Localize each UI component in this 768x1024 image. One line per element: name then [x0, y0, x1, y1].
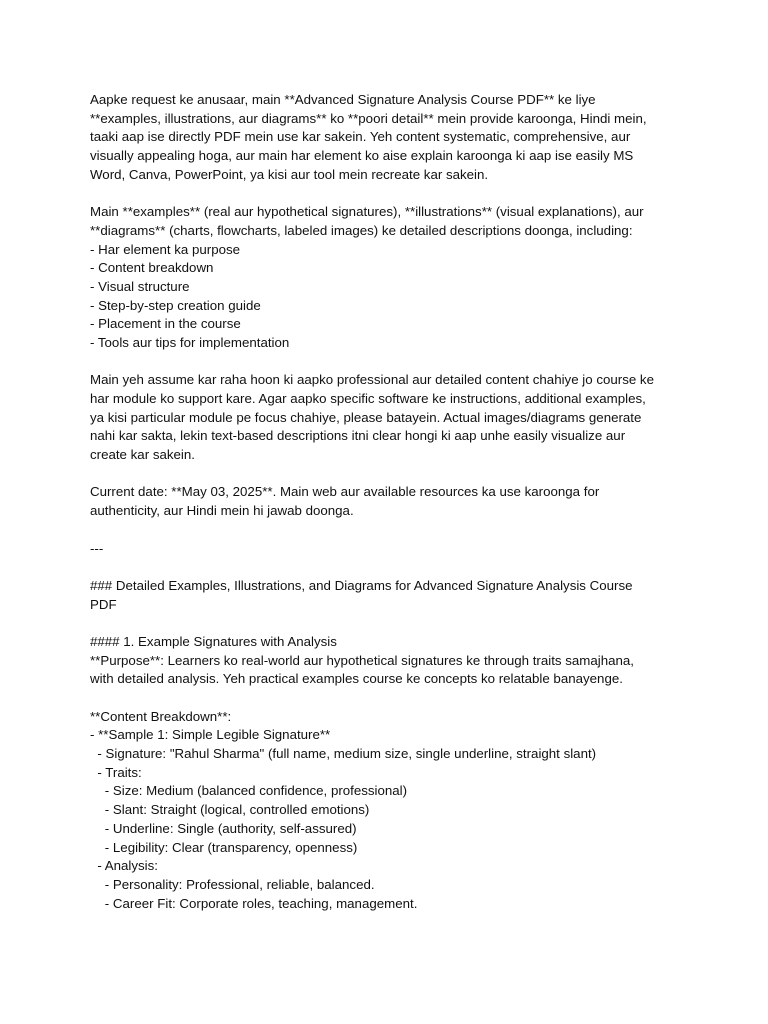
- text-line: har module ko support kare. Agar aapko specific software ke instructions, additional examples,: [90, 391, 646, 406]
- text-block-heading-3: [90, 577, 690, 614]
- text-block-section-1: [90, 633, 690, 689]
- text-line: ---: [90, 540, 104, 556]
- text-line: - Legibility: Clear (transparency, openness): [90, 839, 358, 855]
- text-line: **examples, illustrations, aur diagrams** ko **poori detail** mein provide karoonga, Hindi mein,: [90, 110, 647, 126]
- paragraph-spacer: [90, 521, 690, 540]
- text-line: authenticity, aur Hindi mein hi jawab doonga.: [90, 503, 354, 519]
- text-line: **Purpose**: Learners ko real-world aur hypothetical signatures ke through traits samajhana,: [90, 652, 634, 668]
- text-line: #### 1. Example Signatures with Analysis: [90, 633, 337, 649]
- text-line: Current date: **May 03, 2025**. Main web aur available resources ka use karoonga for: [90, 484, 600, 500]
- text-line: **Content Breakdown**:: [90, 708, 232, 724]
- text-block-assumption: [90, 371, 690, 464]
- text-line: Main **examples** (real aur hypothetical signatures), **illustrations** (visual explanations), aur: [90, 204, 644, 220]
- text-line: Main yeh assume kar raha hoon ki aapko professional aur detailed content chahiye jo course ke: [90, 372, 654, 388]
- text-line: - Career Fit: Corporate roles, teaching, management.: [90, 895, 418, 911]
- text-block-date-note: [90, 483, 690, 520]
- text-line: - Step-by-step creation guide: [90, 297, 261, 313]
- text-line: - Underline: Single (authority, self-assured): [90, 820, 357, 836]
- text-line: - Personality: Professional, reliable, balanced.: [90, 876, 375, 892]
- text-line: - Tools aur tips for implementation: [90, 334, 290, 350]
- text-line: - Size: Medium (balanced confidence, professional): [90, 783, 408, 799]
- text-line: - Placement in the course: [90, 316, 241, 332]
- text-line: - Har element ka purpose: [90, 241, 241, 257]
- paragraph-spacer: [90, 184, 690, 203]
- text-block-separator: [90, 540, 690, 559]
- paragraph-spacer: [90, 353, 690, 372]
- text-block-scope: [90, 203, 690, 353]
- text-line: with detailed analysis. Yeh practical examples course ke concepts ko relatable banayenge.: [90, 671, 623, 687]
- paragraph-spacer: [90, 614, 690, 633]
- text-line: ya kisi particular module pe focus chahiye, please batayein. Actual images/diagrams generate: [90, 409, 642, 425]
- text-line: taaki aap ise directly PDF mein use kar sakein. Yeh content systematic, comprehensive, aur: [90, 129, 631, 145]
- text-line: - Traits:: [90, 764, 142, 780]
- text-line: visually appealing hoga, aur main har element ko aise explain karoonga ki aap ise easily MS: [90, 148, 634, 164]
- text-block-content-breakdown: [90, 708, 690, 914]
- text-line: - Visual structure: [90, 278, 190, 294]
- text-line: Word, Canva, PowerPoint, ya kisi aur tool mein recreate kar sakein.: [90, 166, 489, 182]
- text-line: - Signature: "Rahul Sharma" (full name, medium size, single underline, straight slant): [90, 746, 597, 762]
- text-line: create kar sakein.: [90, 447, 195, 463]
- text-block-intro: [90, 91, 690, 184]
- text-line: - Analysis:: [90, 858, 158, 874]
- text-line: nahi kar sakta, lekin text-based descriptions itni clear hongi ki aap unhe easily visualize aur: [90, 428, 626, 444]
- text-line: Aapke request ke anusaar, main **Advanced Signature Analysis Course PDF** ke liye: [90, 92, 596, 107]
- document-body: [90, 91, 690, 913]
- text-line: ### Detailed Examples, Illustrations, and Diagrams for Advanced Signature Analysis Course: [90, 577, 633, 593]
- text-line: - Slant: Straight (logical, controlled emotions): [90, 802, 370, 818]
- paragraph-spacer: [90, 689, 690, 708]
- text-line: **diagrams** (charts, flowcharts, labeled images) ke detailed descriptions doonga, including:: [90, 222, 633, 238]
- text-line: - **Sample 1: Simple Legible Signature**: [90, 727, 331, 743]
- paragraph-spacer: [90, 558, 690, 577]
- paragraph-spacer: [90, 465, 690, 484]
- text-line: - Content breakdown: [90, 260, 214, 276]
- text-line: PDF: [90, 596, 117, 612]
